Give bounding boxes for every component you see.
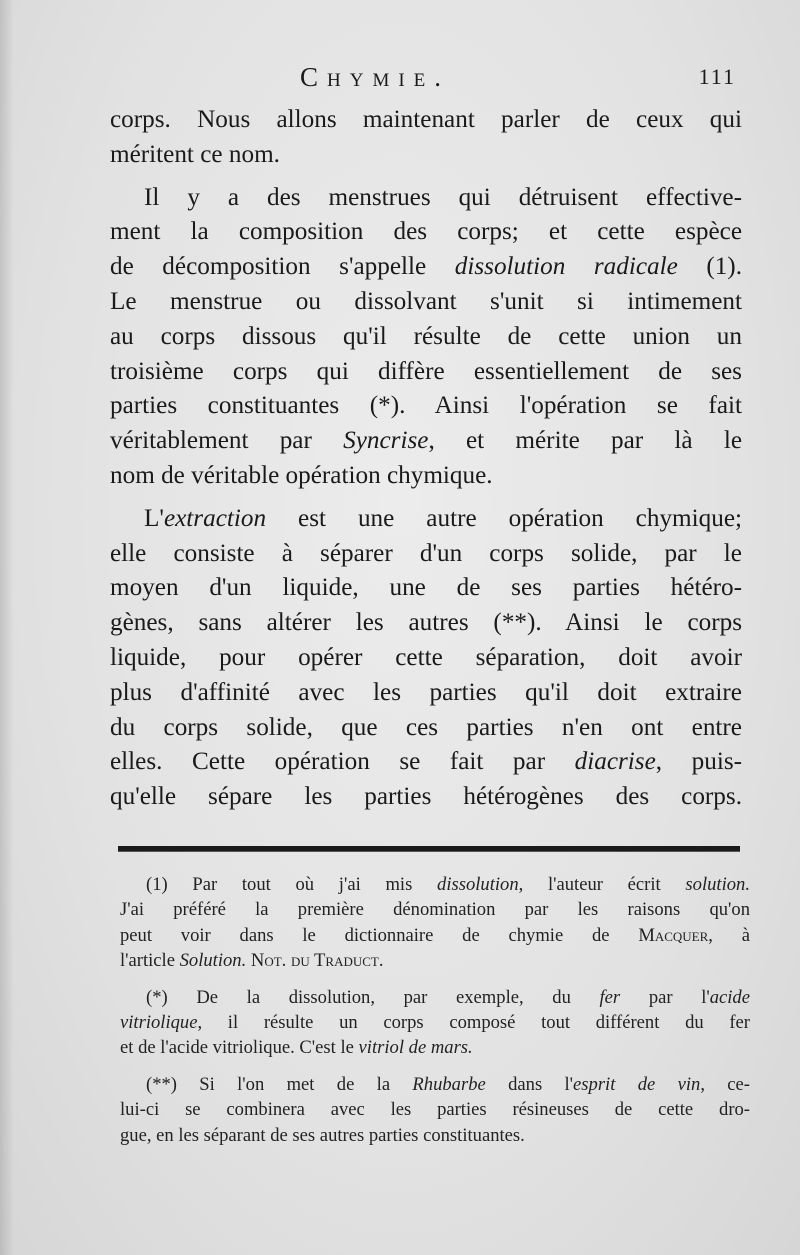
italic-term: dissolution radicale	[454, 253, 678, 281]
footnote-line: gue, en les séparant de ses autres parties constituantes.	[120, 1124, 525, 1146]
text-line: parties constituantes (*). Ainsi l'opération se fait	[110, 392, 742, 420]
page-number: 111	[698, 64, 736, 89]
paragraph-1	[110, 103, 742, 173]
footnote-line: (*) De la dissolution, par exemple, du fer par l'acide	[146, 986, 750, 1008]
footnote-3	[120, 1072, 750, 1148]
footnotes	[120, 872, 750, 1148]
text-line: de décomposition s'appelle dissolution radicale (1).	[110, 253, 742, 281]
footnote-line: lui-ci se combinera avec les parties résineuses de cette dro-	[120, 1099, 750, 1121]
footnote-2	[120, 985, 750, 1061]
text-line: corps. Nous allons maintenant parler de ceux qui	[110, 106, 742, 133]
text-line: ment la composition des corps; et cette espèce	[110, 218, 742, 246]
running-title: Chymie.	[300, 62, 451, 92]
footnote-1	[120, 872, 750, 974]
text-line: liquide, pour opérer cette séparation, doit avoir	[110, 643, 742, 671]
running-head	[110, 62, 740, 102]
footnote-rule	[118, 846, 740, 852]
text-line: qu'elle sépare les parties hétérogènes des corps.	[110, 783, 742, 811]
text-line: troisième corps qui diffère essentiellement de ses	[110, 357, 742, 385]
text-line: elle consiste à séparer d'un corps solide, par le	[110, 539, 742, 567]
paragraph-3	[110, 502, 742, 815]
paragraph-2	[110, 181, 742, 494]
text-line: nom de véritable opération chymique.	[110, 461, 493, 489]
page-edge-shadow	[0, 0, 14, 1255]
footnote-line: (1) Par tout où j'ai mis dissolution, l'auteur écrit solution.	[146, 874, 750, 895]
italic-term: extraction	[163, 504, 267, 532]
text-line: Le menstrue ou dissolvant s'unit si intimement	[110, 287, 742, 315]
body-text	[110, 103, 742, 815]
footnote-line: (**) Si l'on met de la Rhubarbe dans l'esprit de vin, ce-	[146, 1073, 750, 1095]
italic-term: Syncrise	[343, 427, 429, 455]
text-line: au corps dissous qu'il résulte de cette union un	[110, 322, 742, 350]
footnote-line: peut voir dans le dictionnaire de chymie de Macquer, à	[120, 924, 750, 946]
text-line: méritent ce nom.	[110, 140, 280, 168]
text-line: plus d'affinité avec les parties qu'il doit extraire	[110, 678, 742, 706]
footnote-line: J'ai préféré la première dénomination par les raisons qu'on	[120, 899, 750, 921]
text-line: gènes, sans altérer les autres (**). Ainsi le corps	[110, 609, 742, 637]
text-line: Il y a des menstrues qui détruisent effective-	[144, 183, 742, 211]
footnote-line: vitriolique, il résulte un corps composé tout différent du fer	[120, 1011, 750, 1033]
footnote-line: et de l'acide vitriolique. C'est le vitriol de mars.	[120, 1037, 473, 1059]
text-line: moyen d'un liquide, une de ses parties hétéro-	[110, 574, 742, 602]
text-line: L'extraction est une autre opération chymique;	[144, 504, 742, 532]
italic-term: diacrise	[574, 748, 656, 776]
text-line: elles. Cette opération se fait par diacrise, puis-	[110, 748, 743, 776]
text-line: du corps solide, que ces parties n'en ont entre	[110, 713, 742, 741]
footnote-line: l'article Solution. Not. du Traduct.	[120, 950, 384, 972]
text-line: véritablement par Syncrise, et mérite par là le	[110, 427, 742, 455]
